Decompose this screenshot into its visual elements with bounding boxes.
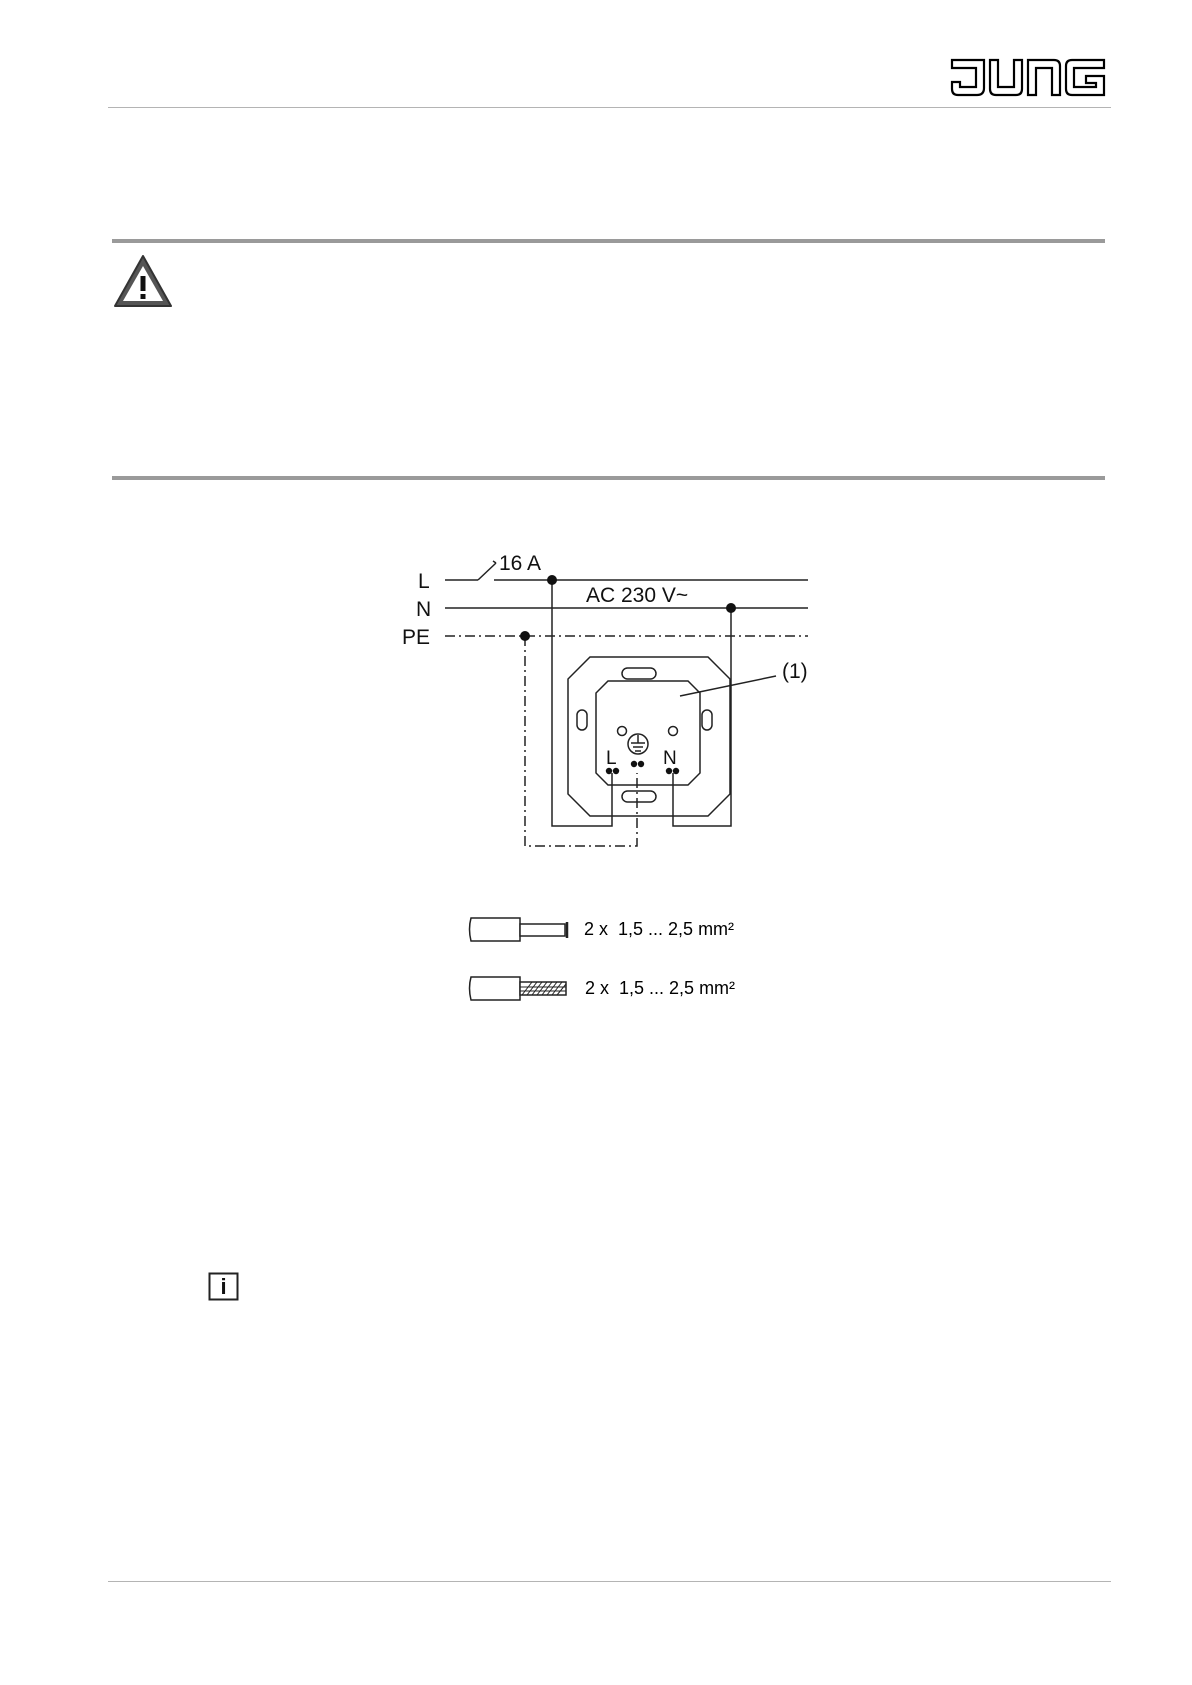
svg-text:i: i [220,1274,227,1299]
wiring-diagram [390,535,840,855]
line-label-L: L [418,570,430,593]
jung-logo [950,58,1107,98]
conductor-stranded-row [468,974,788,1004]
solid-conductor-spec: 2 x 1,5 ... 2,5 mm² [584,919,735,939]
line-label-PE: PE [402,626,431,649]
footer-rule [108,1581,1111,1582]
terminal-label-N: N [663,748,677,769]
info-icon [208,1272,240,1302]
voltage-label: AC 230 V~ [586,584,689,607]
callout-label: (1) [782,660,808,683]
header-rule [108,107,1111,108]
warning-bottom-rule [112,476,1105,480]
warning-triangle-icon [112,253,174,309]
stranded-wire-icon [468,976,572,1002]
stranded-conductor-spec: 2 x 1,5 ... 2,5 mm² [585,978,736,998]
warning-top-rule [112,239,1105,243]
line-label-N: N [416,598,432,621]
solid-wire-icon [468,917,572,943]
conductor-solid-row [468,915,788,945]
terminal-label-L: L [606,748,617,769]
fuse-label: 16 A [499,552,542,575]
